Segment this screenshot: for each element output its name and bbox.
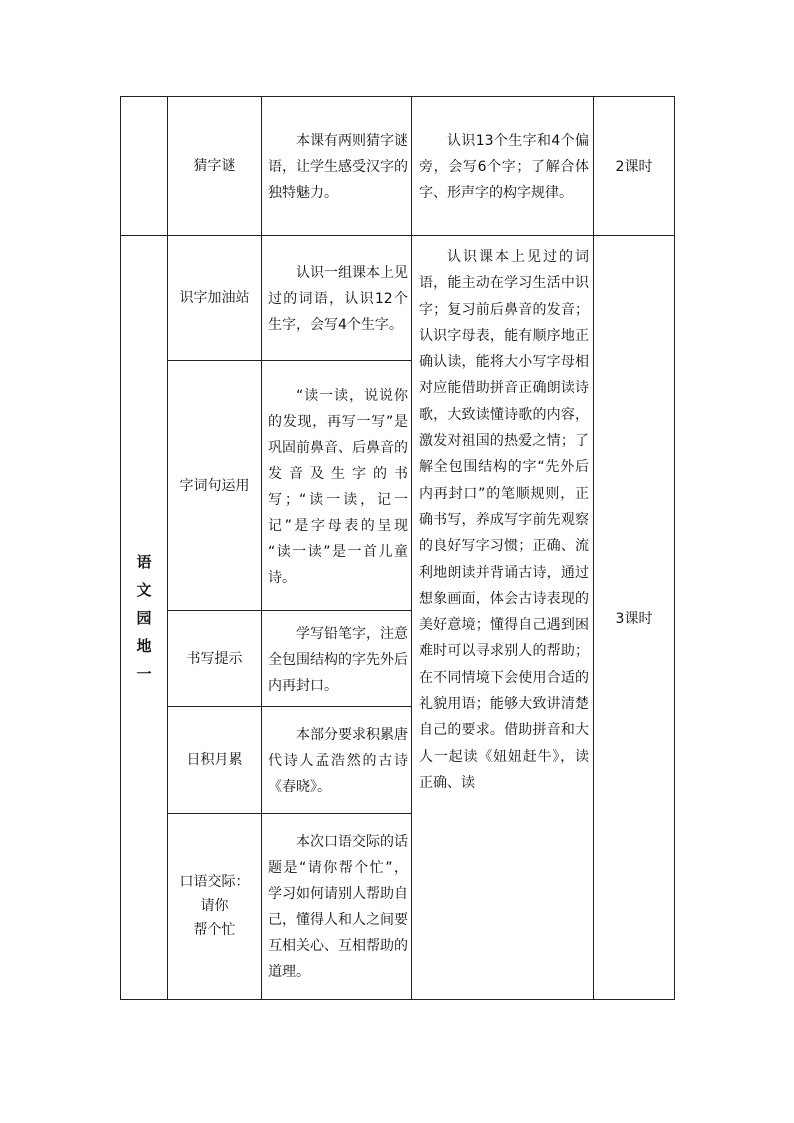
goal-text: 认识课本上见过的词语，能主动在学习生活中识字；复习前后鼻音的发音；认识字母表，能有顺序地正确认读，能将大小写字母相对应能借助拼音正确朗读诗歌，大致读懂诗歌的内容，激发对祖国的热爱之情；了解全包围结构的字“先外后内再封口”的笔顺规则，正确书写，养成写字前先观察的良好写字习惯；正确、流利地朗读并背诵古诗，通过想象画面，体会古诗表现的美好意境；懂得自己遇到困难时可以寻求别人的帮助；在不同情境下会使用合适的礼貌用语；能够大致讲清楚自己的要求。借助拼音和大人一起读《妞妞赶牛》，读正确、读 bbox=[419, 249, 589, 791]
unit-title-char: 地 bbox=[136, 636, 152, 655]
unit-title-char: 一 bbox=[136, 664, 152, 683]
item-desc: 本次口语交际的话题是“请你帮个忙”，学习如何请别人帮助自己，懂得人和人之间要互相关心、互相帮助的道理。 bbox=[268, 834, 408, 981]
item-desc-cell bbox=[262, 97, 412, 236]
item-desc: 认识一组课本上见过的词语，认识12个生字，会写4个生字。 bbox=[268, 265, 408, 334]
item-name: 字词句运用 bbox=[179, 477, 250, 494]
item-desc-cell bbox=[262, 361, 412, 611]
item-name-cell bbox=[168, 236, 262, 361]
item-name-line: 请你 bbox=[200, 898, 229, 915]
table-row bbox=[121, 236, 675, 361]
item-desc: 本课有两则猜字谜语，让学生感受汉字的独特魅力。 bbox=[268, 133, 408, 201]
unit-title-char: 文 bbox=[136, 580, 152, 599]
hours-text: 3课时 bbox=[615, 610, 653, 627]
goal-text: 认识13个生字和4个偏旁，会写6个字；了解合体字、形声字的构字规律。 bbox=[419, 132, 589, 202]
item-desc: “读一读，说说你的发现，再写一写”是巩固前鼻音、后鼻音的发音及生字的书写；“读一读，记一记”是字母表的呈现 “读一读”是一首儿童诗。 bbox=[268, 387, 408, 586]
goal-wrap bbox=[412, 236, 593, 999]
table-row bbox=[121, 97, 675, 236]
item-name-line: 帮个忙 bbox=[193, 922, 236, 939]
item-name-cell bbox=[168, 97, 262, 236]
item-desc: 本部分要求积累唐代诗人孟浩然的古诗《春晓》。 bbox=[268, 726, 408, 795]
hours-cell bbox=[594, 236, 675, 1000]
item-desc-cell bbox=[262, 813, 412, 999]
item-name-cell bbox=[168, 813, 262, 999]
item-desc-cell bbox=[262, 611, 412, 706]
unit-title-char: 园 bbox=[136, 608, 152, 627]
unit-title bbox=[121, 548, 167, 688]
unit-title-cell bbox=[121, 236, 168, 1000]
item-desc: 学写铅笔字，注意全包围结构的字先外后内再封口。 bbox=[268, 625, 408, 694]
item-name: 书写提示 bbox=[186, 650, 243, 667]
hours-cell bbox=[594, 97, 675, 236]
goal-cell bbox=[412, 97, 594, 236]
item-name: 识字加油站 bbox=[179, 290, 250, 307]
goal-cell bbox=[412, 236, 594, 1000]
hours-text: 2课时 bbox=[615, 159, 653, 175]
item-desc-cell bbox=[262, 706, 412, 813]
item-desc-cell bbox=[262, 236, 412, 361]
unit-cell bbox=[121, 97, 168, 236]
item-name-cell bbox=[168, 706, 262, 813]
unit-title-char: 语 bbox=[136, 552, 152, 571]
item-name-line: 口语交际： bbox=[179, 874, 250, 891]
item-name: 猜字谜 bbox=[193, 158, 236, 174]
lesson-plan-table bbox=[120, 96, 675, 1000]
item-name-cell bbox=[168, 611, 262, 706]
item-name-cell bbox=[168, 361, 262, 611]
item-name: 日积月累 bbox=[186, 751, 243, 768]
